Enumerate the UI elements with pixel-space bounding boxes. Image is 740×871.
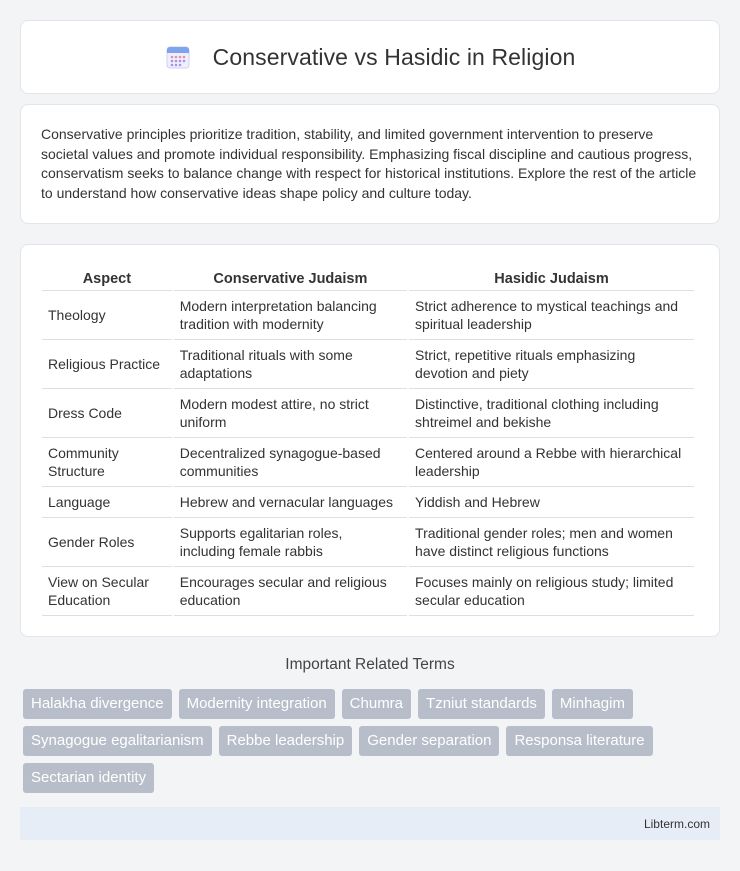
table-cell-aspect: Religious Practice: [42, 340, 172, 389]
footer: [20, 807, 720, 840]
tag-synagogue-egalitarianism[interactable]: Synagogue egalitarianism: [23, 726, 212, 756]
table-row: [42, 567, 694, 616]
tag-halakha-divergence[interactable]: Halakha divergence: [23, 689, 172, 719]
table-row: [42, 389, 694, 438]
related-terms-title: Important Related Terms: [285, 656, 455, 673]
table-cell-aspect: Community Structure: [42, 438, 172, 487]
tag-minhagim[interactable]: Minhagim: [552, 689, 633, 719]
table-cell: Encourages secular and religious education: [174, 567, 407, 616]
table-cell-aspect: View on Secular Education: [42, 567, 172, 616]
title-card: [20, 20, 720, 94]
tag-responsa-literature[interactable]: Responsa literature: [506, 726, 652, 756]
column-header-aspect: Aspect: [42, 267, 172, 291]
table-cell: Modern interpretation balancing tradition with modernity: [174, 291, 407, 340]
table-row: [42, 340, 694, 389]
table-row: [42, 518, 694, 567]
table-cell: Modern modest attire, no strict uniform: [174, 389, 407, 438]
table-cell: Yiddish and Hebrew: [409, 487, 694, 518]
intro-card: [20, 104, 720, 224]
footer-site-link[interactable]: Libterm.com: [643, 816, 710, 831]
table-cell: Decentralized synagogue-based communities: [174, 438, 407, 487]
table-cell: Traditional rituals with some adaptations: [174, 340, 407, 389]
tag-tzniut-standards[interactable]: Tzniut standards: [418, 689, 545, 719]
tag-gender-separation[interactable]: Gender separation: [359, 726, 499, 756]
related-terms-list: [23, 689, 703, 793]
table-cell: Strict adherence to mystical teachings and spiritual leadership: [409, 291, 694, 340]
table-row: [42, 438, 694, 487]
tag-chumra[interactable]: Chumra: [342, 689, 411, 719]
tag-sectarian-identity[interactable]: Sectarian identity: [23, 763, 154, 793]
column-header-hasidic: Hasidic Judaism: [409, 267, 694, 291]
table-cell-aspect: Gender Roles: [42, 518, 172, 567]
table-row: [42, 487, 694, 518]
comparison-table: [40, 267, 696, 616]
calendar-icon: [165, 44, 191, 70]
table-header-row: [42, 267, 694, 291]
table-cell: Strict, repetitive rituals emphasizing devotion and piety: [409, 340, 694, 389]
table-cell-aspect: Dress Code: [42, 389, 172, 438]
page-title: Conservative vs Hasidic in Religion: [212, 43, 576, 70]
table-cell-aspect: Language: [42, 487, 172, 518]
table-row: [42, 291, 694, 340]
column-header-conservative: Conservative Judaism: [174, 267, 407, 291]
table-cell: Hebrew and vernacular languages: [174, 487, 407, 518]
table-cell: Distinctive, traditional clothing including shtreimel and bekishe: [409, 389, 694, 438]
intro-text: Conservative principles prioritize tradition, stability, and limited government intervention to preserve societal values and promote individual responsibility. Emphasizing fiscal discipline and cautious progress, conservatism seeks to balance change with respect for historical institutions. Explore the rest of the article to understand how conservative ideas shape policy and culture today.: [41, 126, 697, 201]
table-cell: Traditional gender roles; men and women have distinct religious functions: [409, 518, 694, 567]
tag-modernity-integration[interactable]: Modernity integration: [179, 689, 335, 719]
table-cell: Centered around a Rebbe with hierarchical leadership: [409, 438, 694, 487]
comparison-card: [20, 244, 720, 637]
table-cell: Supports egalitarian roles, including female rabbis: [174, 518, 407, 567]
table-cell-aspect: Theology: [42, 291, 172, 340]
tag-rebbe-leadership[interactable]: Rebbe leadership: [219, 726, 353, 756]
table-cell: Focuses mainly on religious study; limited secular education: [409, 567, 694, 616]
